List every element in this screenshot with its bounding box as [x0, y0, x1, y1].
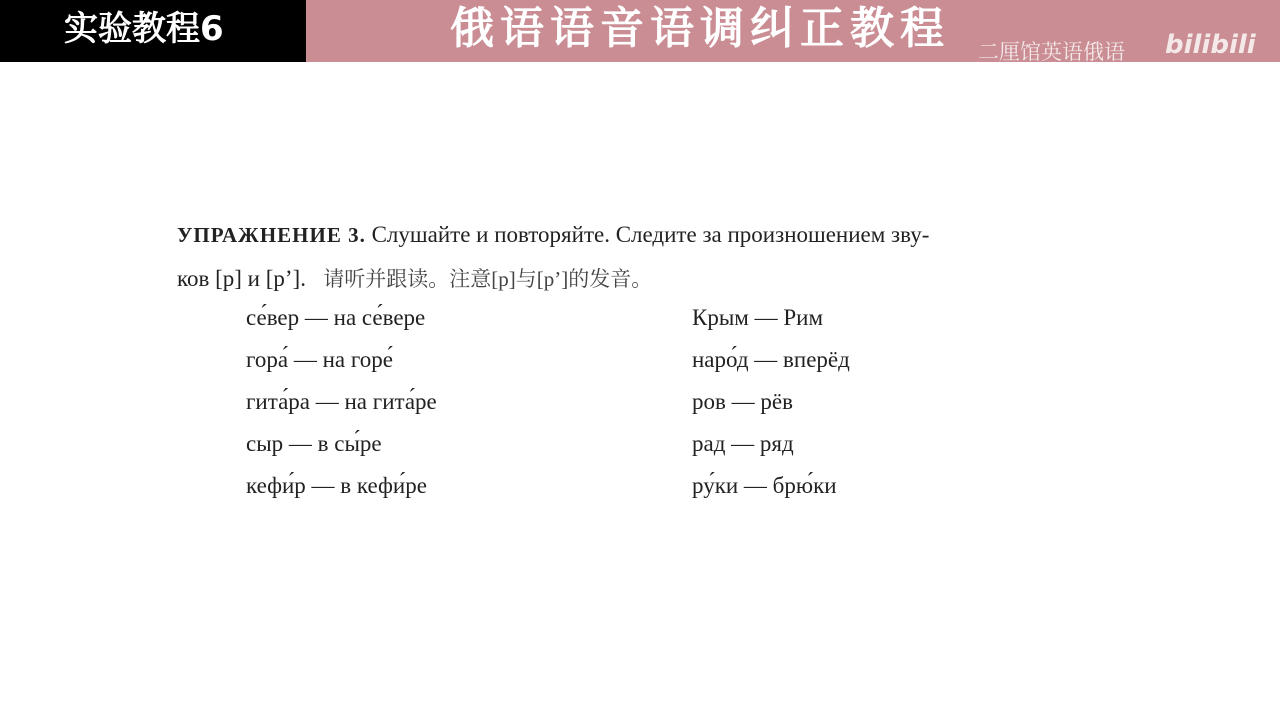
- lesson-label: 实验教程6: [0, 0, 306, 62]
- course-title: 俄语语音语调纠正教程: [450, 3, 950, 54]
- instruction: Слушайте и повторяйте. Следите за произношением зву-: [371, 222, 930, 247]
- bilibili-logo: bilibili: [1165, 30, 1256, 60]
- word-pair: Крым — Рим: [692, 305, 824, 330]
- exercise-heading: УПРАЖНЕНИЕ 3.: [177, 223, 366, 247]
- instruction-cont: ков [р] и [р’].: [177, 266, 306, 291]
- word-pair: кефи́р — в кефи́ре: [246, 473, 427, 498]
- word-pair: ру́ки — брю́ки: [692, 473, 837, 498]
- title-banner: [0, 0, 1280, 62]
- exercise-line-2: [177, 263, 652, 293]
- word-pair: наро́д — вперёд: [692, 347, 850, 372]
- watermark: 二厘馆英语俄语: [978, 40, 1125, 64]
- word-pair: рад — ряд: [692, 431, 794, 456]
- word-pair: ров — рёв: [692, 389, 793, 414]
- instruction-chinese: 请听并跟读。注意[р]与[р’]的发音。: [323, 267, 653, 291]
- word-pair: сыр — в сы́ре: [246, 431, 382, 456]
- word-pair: гора́ — на горе́: [246, 347, 393, 372]
- exercise-line-1: [177, 222, 929, 248]
- word-pair: гита́ра — на гита́ре: [246, 389, 437, 414]
- word-pair: се́вер — на се́вере: [246, 305, 426, 330]
